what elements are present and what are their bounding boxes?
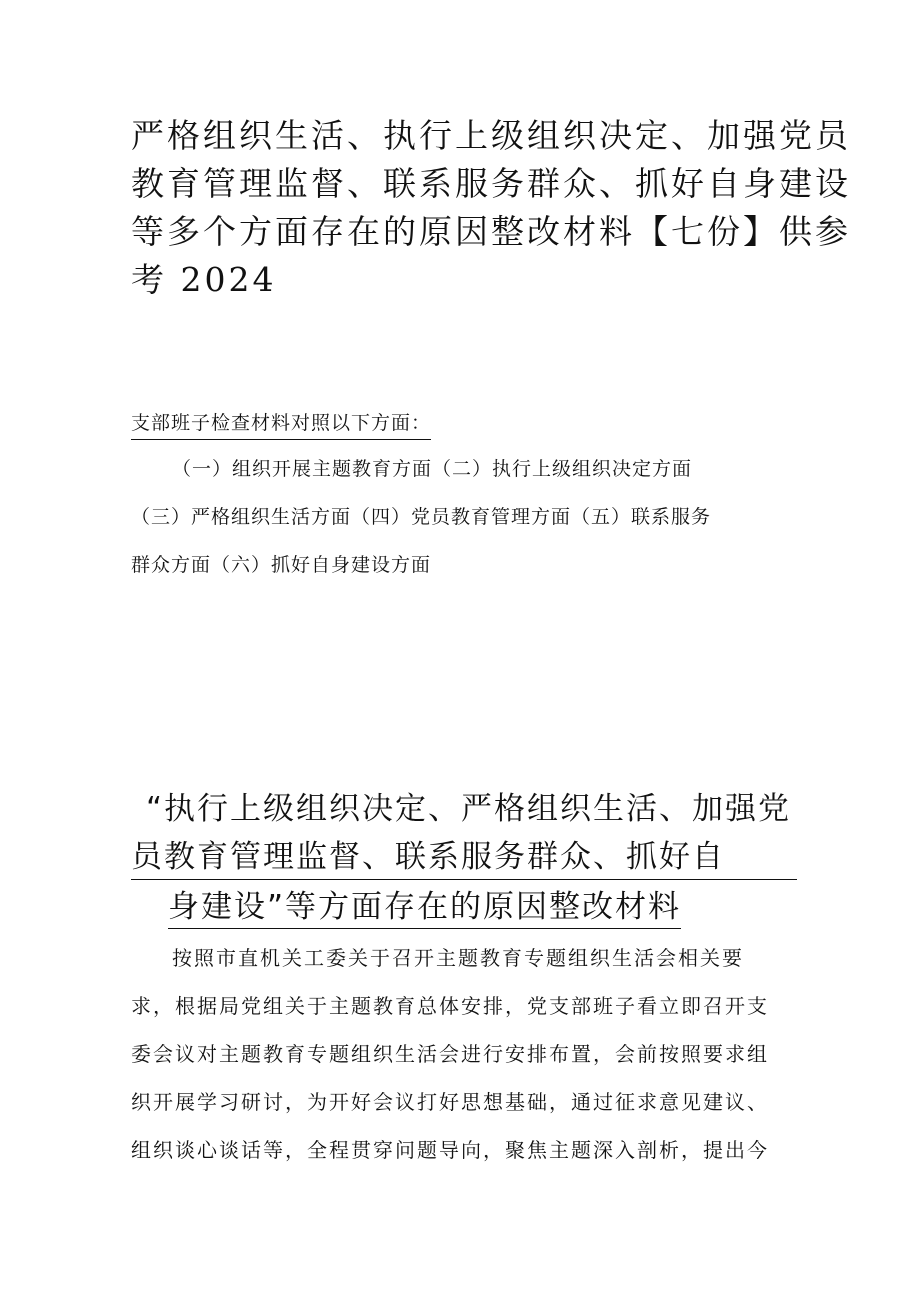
intro-underlined-text: 支部班子检查材料对照以下方面：: [131, 410, 431, 440]
aspects-line-2: （三）严格组织生活方面（四）党员教育管理方面（五）联系服务: [131, 506, 712, 528]
document-title-line-1: 严格组织生活、执行上级组织决定、加强党员: [131, 116, 851, 155]
heading-divider: [131, 879, 797, 880]
document-title-line-3: 等多个方面存在的原因整改材料【七份】供参: [131, 212, 851, 251]
body-line-2: 求，根据局党组关于主题教育总体安排，党支部班子看立即召开支: [131, 994, 769, 1018]
section-heading-line-2: 员教育管理监督、联系服务群众、抓好自: [131, 839, 725, 875]
body-line-4: 织开展学习研讨，为开好会议打好思想基础，通过征求意见建议、: [131, 1090, 769, 1114]
section-heading-line-3: 身建设”等方面存在的原因整改材料: [168, 888, 681, 929]
document-title-line-4: 考 2024: [131, 260, 277, 299]
aspects-line-3: 群众方面（六）抓好自身建设方面: [131, 554, 432, 576]
body-line-5: 组织谈心谈话等，全程贯穿问题导向，聚焦主题深入剖析，提出今: [131, 1138, 769, 1162]
body-line-1: 按照市直机关工委关于召开主题教育专题组织生活会相关要: [172, 946, 744, 970]
document-title-line-2: 教育管理监督、联系服务群众、抓好自身建设: [131, 164, 851, 203]
section-heading-line-1: “执行上级组织决定、严格组织生活、加强党: [146, 791, 792, 827]
aspects-line-1: （一）组织开展主题教育方面（二）执行上级组织决定方面: [172, 458, 693, 480]
body-line-3: 委会议对主题教育专题组织生活会进行安排布置，会前按照要求组: [131, 1042, 769, 1066]
